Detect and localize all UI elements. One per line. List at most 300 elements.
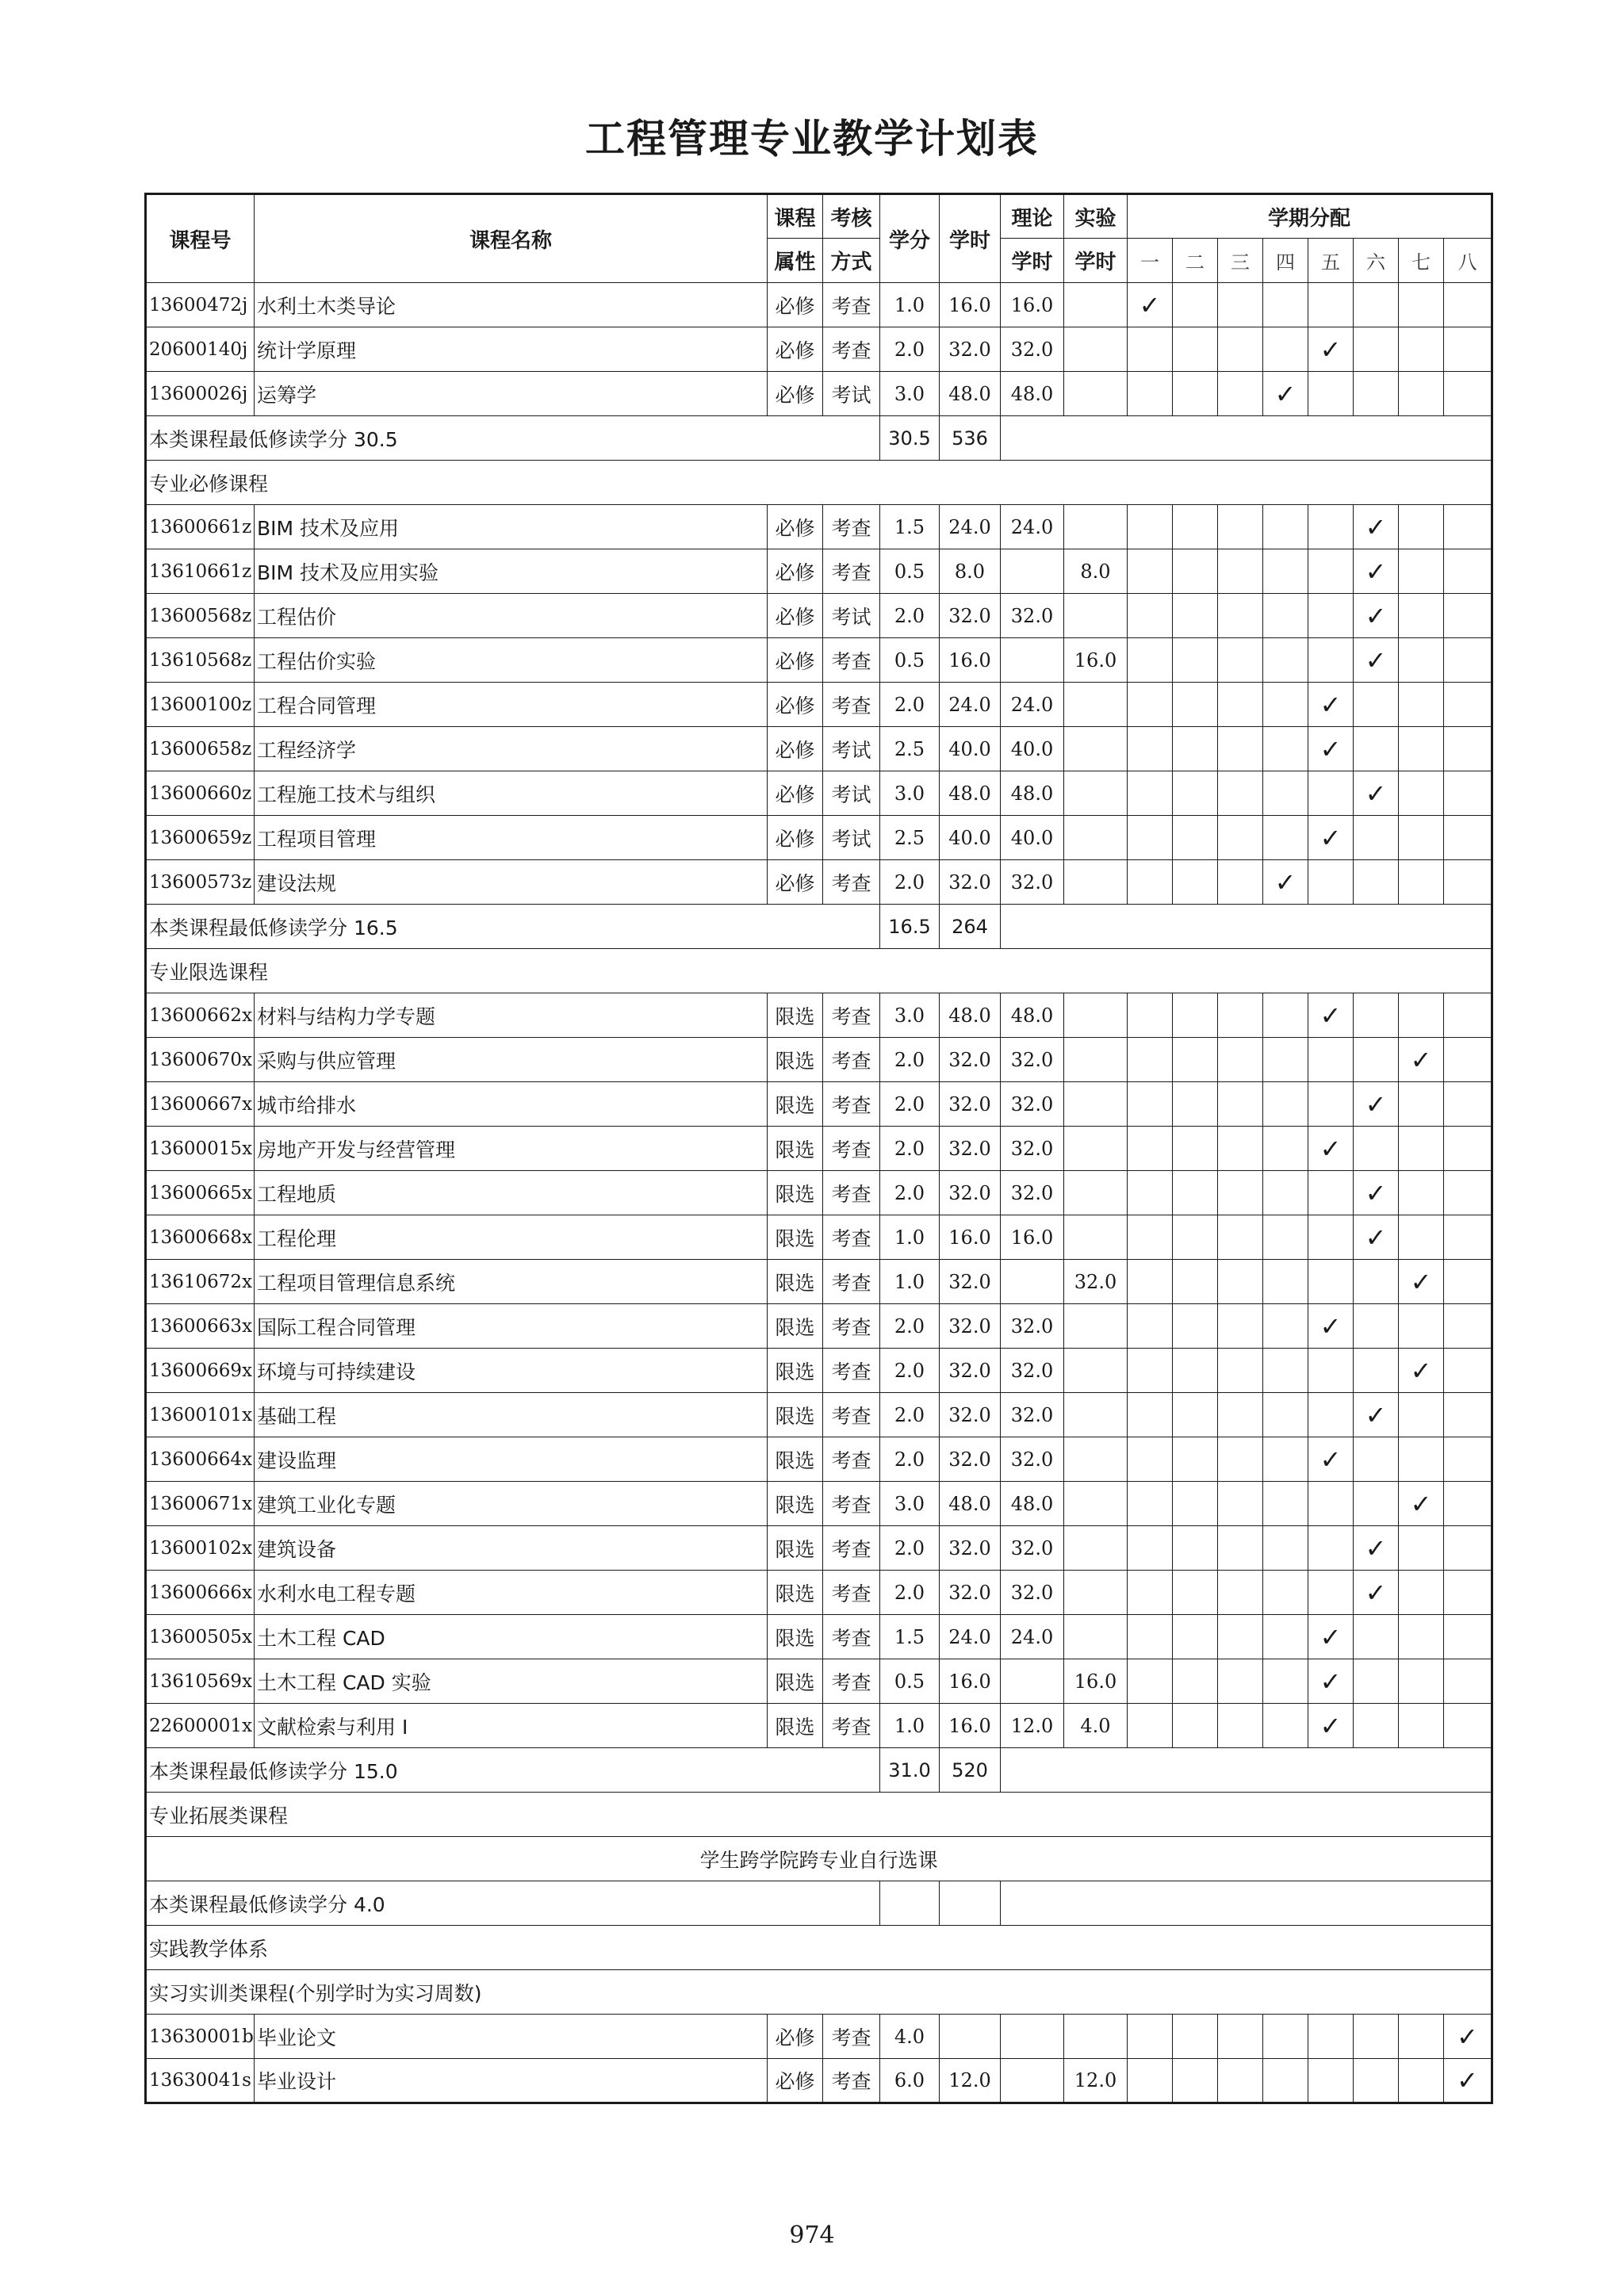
semester-cell-7 — [1399, 1260, 1444, 1304]
semester-cell-5 — [1308, 638, 1354, 683]
course-attr: 限选 — [768, 1304, 823, 1349]
course-lab-hours — [1064, 1571, 1128, 1615]
course-row — [146, 1571, 1492, 1615]
course-credit: 2.0 — [880, 1349, 940, 1393]
course-attr: 限选 — [768, 993, 823, 1038]
check-mark-icon: ✓ — [1457, 2021, 1478, 2052]
check-mark-icon: ✓ — [1457, 2065, 1478, 2095]
semester-cell-4 — [1263, 1215, 1308, 1260]
course-exam: 考查 — [823, 1704, 880, 1748]
semester-cell-6 — [1354, 1704, 1399, 1748]
course-name: BIM 技术及应用 — [255, 505, 768, 549]
semester-cell-7 — [1399, 1038, 1444, 1082]
semester-cell-1 — [1128, 1482, 1173, 1526]
semester-cell-1 — [1128, 1659, 1173, 1704]
course-credit: 2.0 — [880, 683, 940, 727]
semester-cell-2 — [1173, 327, 1218, 372]
course-hours: 32.0 — [940, 1038, 1001, 1082]
semester-cell-1 — [1128, 1127, 1173, 1171]
semester-cell-6 — [1354, 727, 1399, 771]
course-code: 13600472j — [146, 283, 255, 327]
course-exam: 考试 — [823, 727, 880, 771]
semester-cell-7 — [1399, 372, 1444, 416]
course-attr: 必修 — [768, 2059, 823, 2103]
course-row — [146, 1393, 1492, 1437]
semester-cell-1 — [1128, 1082, 1173, 1127]
semester-cell-3 — [1218, 1127, 1263, 1171]
course-name: 基础工程 — [255, 1393, 768, 1437]
semester-cell-7 — [1399, 1082, 1444, 1127]
semester-cell-4 — [1263, 1304, 1308, 1349]
course-name: 采购与供应管理 — [255, 1038, 768, 1082]
course-theory-hours: 12.0 — [1001, 1704, 1064, 1748]
semester-cell-4 — [1263, 1659, 1308, 1704]
course-code: 13600665x — [146, 1171, 255, 1215]
course-attr: 限选 — [768, 1171, 823, 1215]
semester-cell-4 — [1263, 683, 1308, 727]
semester-cell-8 — [1444, 1526, 1492, 1571]
course-name: 工程估价 — [255, 594, 768, 638]
course-exam: 考试 — [823, 594, 880, 638]
header-attr-line2: 属性 — [768, 239, 823, 283]
semester-cell-2 — [1173, 505, 1218, 549]
semester-cell-3 — [1218, 505, 1263, 549]
course-exam: 考查 — [823, 1349, 880, 1393]
course-theory-hours: 24.0 — [1001, 505, 1064, 549]
section-row — [146, 461, 1492, 505]
summary-blank — [1001, 416, 1492, 461]
course-row — [146, 327, 1492, 372]
semester-cell-3 — [1218, 1393, 1263, 1437]
course-code: 13600664x — [146, 1437, 255, 1482]
course-row — [146, 860, 1492, 905]
course-hours: 48.0 — [940, 771, 1001, 816]
semester-cell-7 — [1399, 283, 1444, 327]
semester-cell-3 — [1218, 549, 1263, 594]
semester-cell-7 — [1399, 1526, 1444, 1571]
semester-cell-2 — [1173, 860, 1218, 905]
course-hours: 8.0 — [940, 549, 1001, 594]
semester-cell-4 — [1263, 2059, 1308, 2103]
semester-cell-8 — [1444, 993, 1492, 1038]
check-mark-icon: ✓ — [1410, 1355, 1432, 1386]
semester-cell-4 — [1263, 1615, 1308, 1659]
summary-row — [146, 1881, 1492, 1926]
summary-row — [146, 1748, 1492, 1793]
semester-cell-8 — [1444, 1615, 1492, 1659]
semester-cell-8 — [1444, 1482, 1492, 1526]
section-label: 专业限选课程 — [146, 949, 1492, 993]
course-name: 毕业论文 — [255, 2015, 768, 2059]
course-row — [146, 1704, 1492, 1748]
course-hours: 32.0 — [940, 1260, 1001, 1304]
semester-cell-5 — [1308, 1704, 1354, 1748]
course-code: 13600015x — [146, 1127, 255, 1171]
summary-blank — [1001, 1748, 1492, 1793]
semester-cell-1 — [1128, 1260, 1173, 1304]
course-code: 13600568z — [146, 594, 255, 638]
semester-cell-2 — [1173, 1615, 1218, 1659]
semester-cell-2 — [1173, 1571, 1218, 1615]
summary-hours: 520 — [940, 1748, 1001, 1793]
semester-cell-3 — [1218, 1215, 1263, 1260]
check-mark-icon: ✓ — [1365, 1089, 1387, 1119]
course-hours: 32.0 — [940, 1571, 1001, 1615]
check-mark-icon: ✓ — [1320, 1444, 1342, 1475]
header-attr-line1: 课程 — [768, 194, 823, 239]
semester-cell-6 — [1354, 638, 1399, 683]
course-code: 13600505x — [146, 1615, 255, 1659]
course-theory-hours — [1001, 2015, 1064, 2059]
check-mark-icon: ✓ — [1365, 1533, 1387, 1563]
semester-cell-4 — [1263, 1038, 1308, 1082]
course-row — [146, 283, 1492, 327]
semester-cell-3 — [1218, 1038, 1263, 1082]
semester-cell-6 — [1354, 1260, 1399, 1304]
course-attr: 必修 — [768, 505, 823, 549]
semester-cell-5 — [1308, 1304, 1354, 1349]
course-lab-hours — [1064, 1215, 1128, 1260]
course-exam: 考查 — [823, 505, 880, 549]
course-credit: 3.0 — [880, 771, 940, 816]
semester-cell-2 — [1173, 1482, 1218, 1526]
semester-cell-6 — [1354, 683, 1399, 727]
semester-cell-6 — [1354, 2059, 1399, 2103]
course-credit: 2.0 — [880, 860, 940, 905]
course-theory-hours: 32.0 — [1001, 1304, 1064, 1349]
semester-cell-3 — [1218, 1304, 1263, 1349]
course-theory-hours: 32.0 — [1001, 1082, 1064, 1127]
semester-cell-5 — [1308, 993, 1354, 1038]
course-name: 工程地质 — [255, 1171, 768, 1215]
semester-cell-5 — [1308, 372, 1354, 416]
course-row — [146, 505, 1492, 549]
course-name: 国际工程合同管理 — [255, 1304, 768, 1349]
semester-cell-3 — [1218, 816, 1263, 860]
course-theory-hours: 24.0 — [1001, 683, 1064, 727]
course-theory-hours: 40.0 — [1001, 727, 1064, 771]
semester-cell-5 — [1308, 816, 1354, 860]
header-semester-2: 二 — [1173, 239, 1218, 283]
course-hours: 32.0 — [940, 594, 1001, 638]
semester-cell-4 — [1263, 1437, 1308, 1482]
header-credit: 学分 — [880, 194, 940, 283]
course-credit: 2.0 — [880, 327, 940, 372]
course-lab-hours — [1064, 1171, 1128, 1215]
semester-cell-5 — [1308, 1482, 1354, 1526]
semester-cell-2 — [1173, 638, 1218, 683]
semester-cell-7 — [1399, 1393, 1444, 1437]
note-row — [146, 1837, 1492, 1881]
course-row — [146, 1171, 1492, 1215]
course-exam: 考查 — [823, 1526, 880, 1571]
check-mark-icon: ✓ — [1410, 1488, 1432, 1519]
course-credit: 2.0 — [880, 1437, 940, 1482]
course-credit: 3.0 — [880, 1482, 940, 1526]
semester-cell-6 — [1354, 372, 1399, 416]
semester-cell-8 — [1444, 1215, 1492, 1260]
course-credit: 2.0 — [880, 1571, 940, 1615]
course-hours: 12.0 — [940, 2059, 1001, 2103]
semester-cell-5 — [1308, 1659, 1354, 1704]
course-exam: 考查 — [823, 993, 880, 1038]
semester-cell-6 — [1354, 283, 1399, 327]
summary-label: 本类课程最低修读学分 30.5 — [146, 416, 880, 461]
course-theory-hours — [1001, 1659, 1064, 1704]
course-attr: 必修 — [768, 727, 823, 771]
semester-cell-4 — [1263, 1704, 1308, 1748]
course-lab-hours — [1064, 2015, 1128, 2059]
course-hours: 16.0 — [940, 283, 1001, 327]
header-theory-line1: 理论 — [1001, 194, 1064, 239]
course-code: 13600668x — [146, 1215, 255, 1260]
semester-cell-3 — [1218, 1437, 1263, 1482]
course-hours: 32.0 — [940, 327, 1001, 372]
semester-cell-7 — [1399, 683, 1444, 727]
semester-cell-4 — [1263, 549, 1308, 594]
semester-cell-6 — [1354, 1482, 1399, 1526]
semester-cell-8 — [1444, 1393, 1492, 1437]
semester-cell-6 — [1354, 1038, 1399, 1082]
course-theory-hours — [1001, 638, 1064, 683]
semester-cell-1 — [1128, 816, 1173, 860]
section-label: 实习实训类课程(个别学时为实习周数) — [146, 1970, 1492, 2015]
course-theory-hours: 48.0 — [1001, 1482, 1064, 1526]
semester-cell-6 — [1354, 1127, 1399, 1171]
semester-cell-7 — [1399, 549, 1444, 594]
course-credit: 1.5 — [880, 505, 940, 549]
course-lab-hours — [1064, 1482, 1128, 1526]
semester-cell-5 — [1308, 1571, 1354, 1615]
course-code: 13600670x — [146, 1038, 255, 1082]
course-exam: 考查 — [823, 327, 880, 372]
course-credit: 2.0 — [880, 1082, 940, 1127]
course-exam: 考查 — [823, 1659, 880, 1704]
semester-cell-3 — [1218, 1482, 1263, 1526]
semester-cell-1 — [1128, 771, 1173, 816]
semester-cell-6 — [1354, 1393, 1399, 1437]
course-lab-hours — [1064, 1304, 1128, 1349]
course-lab-hours — [1064, 283, 1128, 327]
semester-cell-8 — [1444, 372, 1492, 416]
course-name: 建筑设备 — [255, 1526, 768, 1571]
course-name: 工程伦理 — [255, 1215, 768, 1260]
summary-credit: 16.5 — [880, 905, 940, 949]
check-mark-icon: ✓ — [1365, 1577, 1387, 1608]
course-theory-hours: 32.0 — [1001, 1171, 1064, 1215]
semester-cell-7 — [1399, 1482, 1444, 1526]
semester-cell-1 — [1128, 1571, 1173, 1615]
semester-cell-6 — [1354, 1571, 1399, 1615]
course-lab-hours — [1064, 372, 1128, 416]
semester-cell-7 — [1399, 993, 1444, 1038]
semester-cell-6 — [1354, 1349, 1399, 1393]
course-row — [146, 638, 1492, 683]
course-name: 建设法规 — [255, 860, 768, 905]
semester-cell-6 — [1354, 1526, 1399, 1571]
semester-cell-2 — [1173, 594, 1218, 638]
course-code: 13610568z — [146, 638, 255, 683]
course-theory-hours: 40.0 — [1001, 816, 1064, 860]
course-row — [146, 1082, 1492, 1127]
course-credit: 1.5 — [880, 1615, 940, 1659]
course-row — [146, 816, 1492, 860]
course-attr: 必修 — [768, 327, 823, 372]
semester-cell-5 — [1308, 1526, 1354, 1571]
semester-cell-4 — [1263, 1571, 1308, 1615]
check-mark-icon: ✓ — [1365, 1222, 1387, 1253]
course-lab-hours: 12.0 — [1064, 2059, 1128, 2103]
semester-cell-8 — [1444, 2059, 1492, 2103]
header-code: 课程号 — [146, 194, 255, 283]
semester-cell-1 — [1128, 1171, 1173, 1215]
course-attr: 限选 — [768, 1349, 823, 1393]
course-hours: 32.0 — [940, 860, 1001, 905]
check-mark-icon: ✓ — [1320, 689, 1342, 720]
course-theory-hours: 16.0 — [1001, 283, 1064, 327]
course-theory-hours: 16.0 — [1001, 1215, 1064, 1260]
course-theory-hours: 32.0 — [1001, 1349, 1064, 1393]
course-attr: 限选 — [768, 1215, 823, 1260]
semester-cell-1 — [1128, 1215, 1173, 1260]
semester-cell-7 — [1399, 1127, 1444, 1171]
course-name: 统计学原理 — [255, 327, 768, 372]
semester-cell-1 — [1128, 1349, 1173, 1393]
semester-cell-8 — [1444, 1260, 1492, 1304]
semester-cell-4 — [1263, 1082, 1308, 1127]
course-credit: 2.0 — [880, 1038, 940, 1082]
course-attr: 必修 — [768, 372, 823, 416]
course-row — [146, 594, 1492, 638]
check-mark-icon: ✓ — [1320, 1621, 1342, 1652]
semester-cell-4 — [1263, 283, 1308, 327]
semester-cell-2 — [1173, 1260, 1218, 1304]
summary-blank — [1001, 905, 1492, 949]
summary-row — [146, 905, 1492, 949]
semester-cell-4 — [1263, 1171, 1308, 1215]
semester-cell-2 — [1173, 1437, 1218, 1482]
course-lab-hours — [1064, 1615, 1128, 1659]
semester-cell-4 — [1263, 327, 1308, 372]
semester-cell-3 — [1218, 727, 1263, 771]
summary-credit — [880, 1881, 940, 1926]
course-lab-hours: 16.0 — [1064, 1659, 1128, 1704]
course-lab-hours — [1064, 1082, 1128, 1127]
semester-cell-8 — [1444, 1171, 1492, 1215]
course-lab-hours: 4.0 — [1064, 1704, 1128, 1748]
header-theory-line2: 学时 — [1001, 239, 1064, 283]
semester-cell-2 — [1173, 1215, 1218, 1260]
semester-cell-3 — [1218, 1615, 1263, 1659]
course-row — [146, 1038, 1492, 1082]
semester-cell-3 — [1218, 1260, 1263, 1304]
check-mark-icon: ✓ — [1410, 1266, 1432, 1297]
semester-cell-7 — [1399, 1704, 1444, 1748]
section-label: 专业必修课程 — [146, 461, 1492, 505]
course-attr: 必修 — [768, 594, 823, 638]
course-code: 13600671x — [146, 1482, 255, 1526]
semester-cell-7 — [1399, 1615, 1444, 1659]
course-lab-hours — [1064, 683, 1128, 727]
course-credit: 6.0 — [880, 2059, 940, 2103]
check-mark-icon: ✓ — [1410, 1044, 1432, 1075]
course-name: 工程合同管理 — [255, 683, 768, 727]
section-row — [146, 1970, 1492, 2015]
summary-label: 本类课程最低修读学分 15.0 — [146, 1748, 880, 1793]
course-lab-hours — [1064, 727, 1128, 771]
course-hours: 40.0 — [940, 727, 1001, 771]
course-code: 13600661z — [146, 505, 255, 549]
course-code: 13630041s — [146, 2059, 255, 2103]
summary-credit: 31.0 — [880, 1748, 940, 1793]
course-attr: 必修 — [768, 638, 823, 683]
semester-cell-1 — [1128, 549, 1173, 594]
summary-hours: 264 — [940, 905, 1001, 949]
header-exam-line2: 方式 — [823, 239, 880, 283]
semester-cell-3 — [1218, 638, 1263, 683]
course-credit: 2.5 — [880, 727, 940, 771]
semester-cell-8 — [1444, 683, 1492, 727]
course-row — [146, 2059, 1492, 2103]
course-attr: 限选 — [768, 1038, 823, 1082]
course-credit: 1.0 — [880, 1704, 940, 1748]
semester-cell-8 — [1444, 1437, 1492, 1482]
semester-cell-8 — [1444, 1038, 1492, 1082]
course-exam: 考试 — [823, 816, 880, 860]
semester-cell-2 — [1173, 372, 1218, 416]
course-exam: 考查 — [823, 2059, 880, 2103]
course-lab-hours — [1064, 816, 1128, 860]
semester-cell-5 — [1308, 1615, 1354, 1659]
course-row — [146, 1349, 1492, 1393]
semester-cell-8 — [1444, 327, 1492, 372]
check-mark-icon: ✓ — [1274, 867, 1297, 897]
semester-cell-7 — [1399, 2059, 1444, 2103]
course-attr: 限选 — [768, 1082, 823, 1127]
course-attr: 必修 — [768, 771, 823, 816]
course-code: 13600662x — [146, 993, 255, 1038]
semester-cell-4 — [1263, 594, 1308, 638]
course-exam: 考查 — [823, 1082, 880, 1127]
course-theory-hours: 32.0 — [1001, 860, 1064, 905]
course-lab-hours — [1064, 1127, 1128, 1171]
header-semesters: 学期分配 — [1128, 194, 1492, 239]
course-theory-hours: 32.0 — [1001, 1038, 1064, 1082]
semester-cell-5 — [1308, 1215, 1354, 1260]
semester-cell-6 — [1354, 1082, 1399, 1127]
course-name: 建设监理 — [255, 1437, 768, 1482]
semester-cell-2 — [1173, 1393, 1218, 1437]
course-theory-hours: 24.0 — [1001, 1615, 1064, 1659]
page-title: 工程管理专业教学计划表 — [585, 116, 1039, 162]
semester-cell-4 — [1263, 1349, 1308, 1393]
semester-cell-8 — [1444, 1659, 1492, 1704]
course-theory-hours: 32.0 — [1001, 1526, 1064, 1571]
course-credit: 2.0 — [880, 1127, 940, 1171]
course-name: 环境与可持续建设 — [255, 1349, 768, 1393]
course-code: 13600573z — [146, 860, 255, 905]
semester-cell-4 — [1263, 2015, 1308, 2059]
course-credit: 3.0 — [880, 372, 940, 416]
course-hours: 32.0 — [940, 1171, 1001, 1215]
semester-cell-4 — [1263, 1127, 1308, 1171]
semester-cell-6 — [1354, 549, 1399, 594]
course-row — [146, 727, 1492, 771]
semester-cell-2 — [1173, 1704, 1218, 1748]
section-row — [146, 949, 1492, 993]
check-mark-icon: ✓ — [1320, 1133, 1342, 1164]
semester-cell-4 — [1263, 771, 1308, 816]
